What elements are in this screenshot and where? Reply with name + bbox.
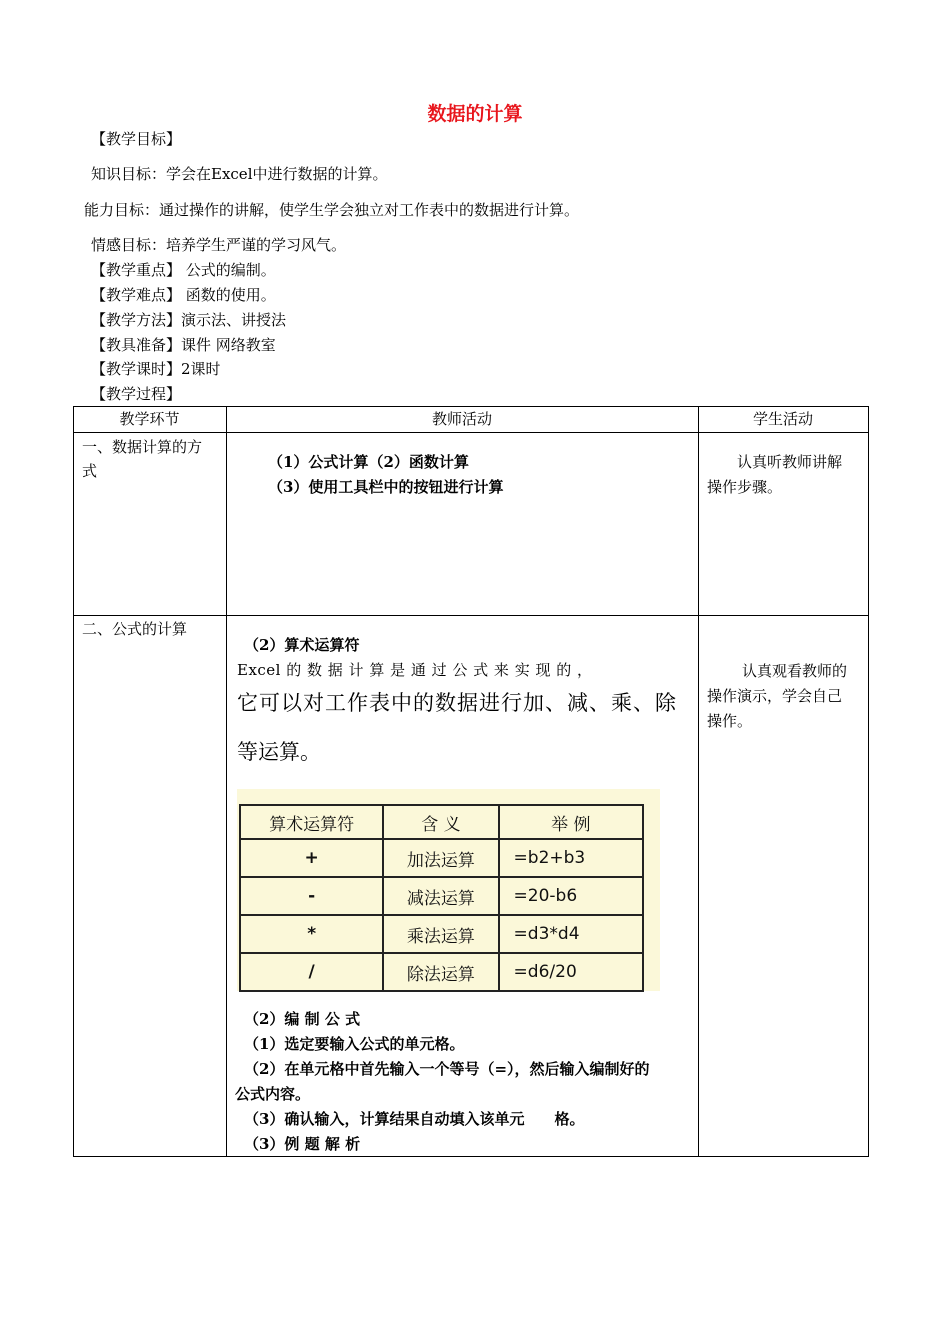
row2-teacher-heading: （2）算术运算符 bbox=[244, 636, 360, 654]
table-col-divider-2 bbox=[698, 406, 699, 1157]
operator-row bbox=[240, 839, 643, 877]
operator-example: =d3*d4 bbox=[499, 915, 643, 953]
operator-row bbox=[240, 877, 643, 915]
row2-teacher-intro: Excel 的 数 据 计 算 是 通 过 公 式 来 实 现 的 ， bbox=[237, 661, 593, 679]
row2-student-line1: 认真观看教师的 bbox=[742, 662, 848, 680]
teaching-process: 【教学过程】 bbox=[91, 385, 182, 403]
row2-student-line2: 操作演示，学会自己 bbox=[707, 687, 843, 705]
operator-symbol: - bbox=[240, 877, 383, 915]
row2-teacher-big-line1: 它可以对工作表中的数据进行加、减、乘、除 bbox=[237, 691, 677, 715]
header-stage: 教学环节 bbox=[119, 410, 180, 428]
ability-goal: 能力目标：通过操作的讲解，使学生学会独立对工作表中的数据进行计算。 bbox=[84, 201, 580, 219]
table-border-right bbox=[868, 406, 869, 1157]
table-border-bottom bbox=[73, 1156, 869, 1157]
key-point: 【教学重点】 公式的编制。 bbox=[91, 261, 276, 279]
table-header-divider bbox=[73, 432, 869, 433]
page-title: 数据的计算 bbox=[427, 103, 523, 125]
table-col-divider-1 bbox=[226, 406, 227, 1157]
operator-table-image bbox=[237, 789, 660, 991]
operator-header-symbol: 算术运算符 bbox=[240, 805, 383, 839]
row1-student-line2: 操作步骤。 bbox=[707, 478, 783, 496]
example-heading: （3）例 题 解 析 bbox=[244, 1135, 361, 1153]
operator-header-meaning: 含 义 bbox=[383, 805, 498, 839]
operator-header-example: 举 例 bbox=[499, 805, 643, 839]
row1-stage-line1: 一、数据计算的方 bbox=[82, 438, 203, 456]
row2-stage: 二、公式的计算 bbox=[82, 620, 188, 638]
row1-stage-line2: 式 bbox=[82, 462, 98, 480]
operator-example: =d6/20 bbox=[499, 953, 643, 991]
row1-teacher-line2: （3）使用工具栏中的按钮进行计算 bbox=[268, 478, 504, 496]
difficulty: 【教学难点】 函数的使用。 bbox=[91, 286, 276, 304]
formula-heading: （2）编 制 公 式 bbox=[244, 1010, 361, 1028]
row2-student-line3: 操作。 bbox=[707, 712, 753, 730]
teaching-method: 【教学方法】演示法、讲授法 bbox=[91, 311, 287, 329]
table-border-left bbox=[73, 406, 74, 1157]
header-student: 学生活动 bbox=[752, 410, 813, 428]
operator-row bbox=[240, 915, 643, 953]
teaching-hours: 【教学课时】2课时 bbox=[91, 360, 221, 378]
formula-step3: （3）确认输入，计算结果自动填入该单元 格。 bbox=[244, 1110, 585, 1128]
row2-teacher-big-line2: 等运算。 bbox=[237, 740, 321, 764]
operator-symbol: / bbox=[240, 953, 383, 991]
header-teacher: 教师活动 bbox=[431, 410, 492, 428]
objectives-heading: 【教学目标】 bbox=[91, 130, 182, 148]
operator-table bbox=[239, 804, 644, 992]
table-row-divider bbox=[73, 615, 869, 616]
formula-step2-line2: 公式内容。 bbox=[235, 1085, 311, 1103]
row1-student-line1: 认真听教师讲解 bbox=[737, 453, 843, 471]
operator-symbol: + bbox=[240, 839, 383, 877]
emotion-goal: 情感目标：培养学生严谨的学习风气。 bbox=[91, 236, 347, 254]
operator-example: =20-b6 bbox=[499, 877, 643, 915]
formula-step2-line1: （2）在单元格中首先输入一个等号（=），然后输入编制好的 bbox=[244, 1060, 650, 1078]
knowledge-goal: 知识目标：学会在Excel中进行数据的计算。 bbox=[91, 165, 388, 183]
operator-meaning: 乘法运算 bbox=[383, 915, 498, 953]
formula-step1: （1）选定要输入公式的单元格。 bbox=[244, 1035, 465, 1053]
operator-meaning: 减法运算 bbox=[383, 877, 498, 915]
operator-symbol: * bbox=[240, 915, 383, 953]
operator-example: =b2+b3 bbox=[499, 839, 643, 877]
operator-row bbox=[240, 953, 643, 991]
row1-teacher-line1: （1）公式计算（2）函数计算 bbox=[268, 453, 469, 471]
operator-meaning: 加法运算 bbox=[383, 839, 498, 877]
operator-meaning: 除法运算 bbox=[383, 953, 498, 991]
operator-table-header bbox=[240, 805, 643, 839]
teaching-tools: 【教具准备】课件 网络教室 bbox=[91, 336, 276, 354]
